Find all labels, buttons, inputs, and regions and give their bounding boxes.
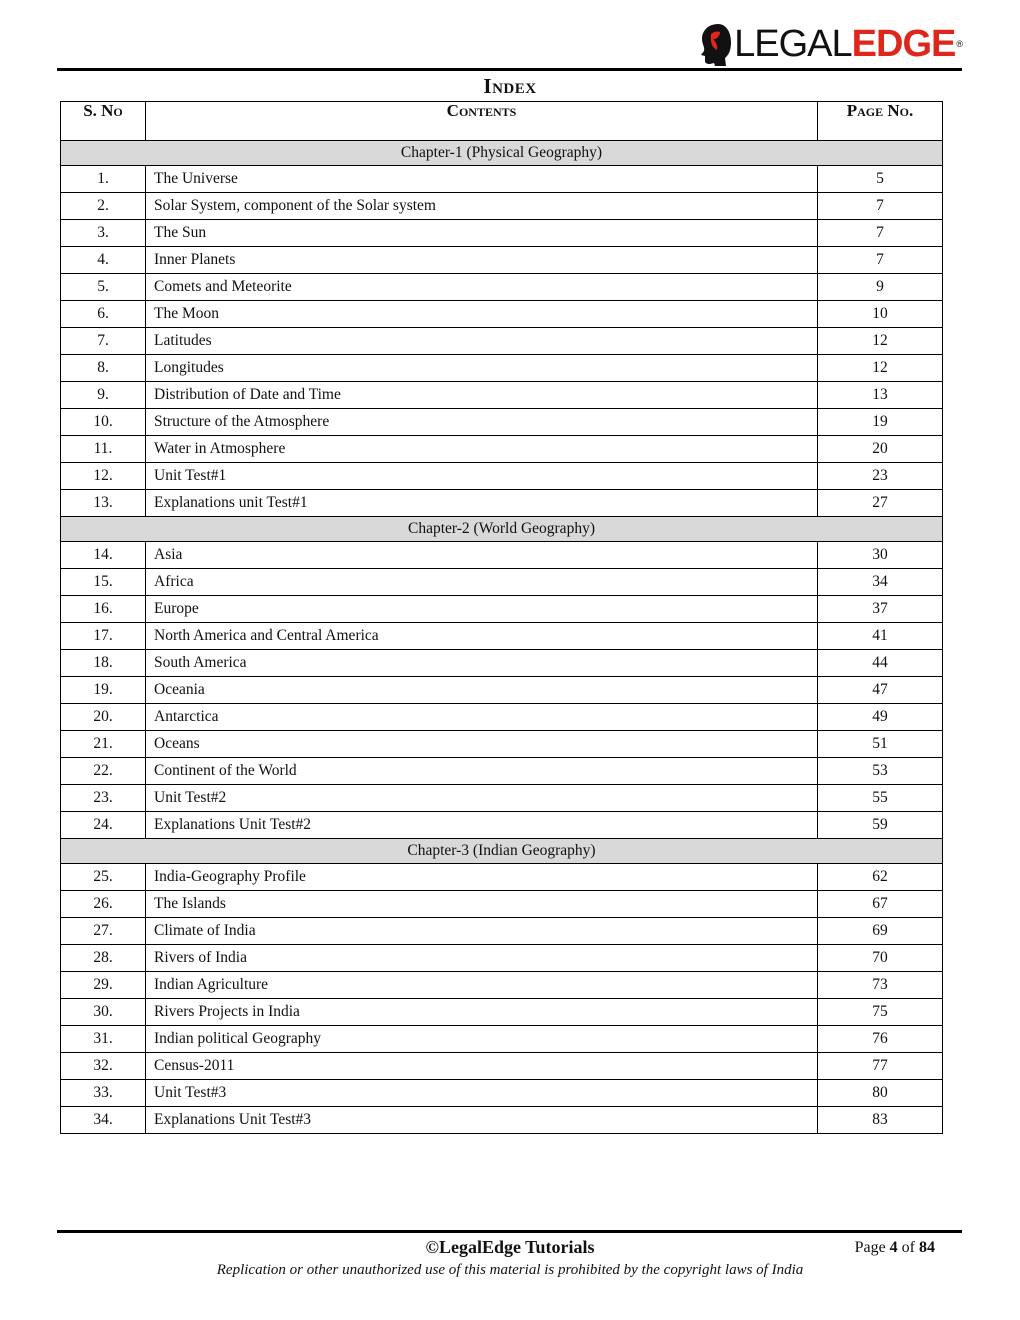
- content-title-cell: Explanations Unit Test#2: [146, 812, 818, 839]
- content-title-cell: Latitudes: [146, 328, 818, 355]
- table-row: [61, 758, 943, 785]
- content-title-cell: Continent of the World: [146, 758, 818, 785]
- page-number-cell: 75: [818, 999, 943, 1026]
- content-title-cell: Longitudes: [146, 355, 818, 382]
- sno-cell: 34.: [61, 1107, 146, 1134]
- content-title-cell: Indian political Geography: [146, 1026, 818, 1053]
- page-number-cell: 70: [818, 945, 943, 972]
- page-number-cell: 20: [818, 436, 943, 463]
- content-title-cell: Distribution of Date and Time: [146, 382, 818, 409]
- table-body: [61, 141, 943, 1134]
- sno-cell: 28.: [61, 945, 146, 972]
- table-row: [61, 1080, 943, 1107]
- content-title-cell: Unit Test#3: [146, 1080, 818, 1107]
- sno-cell: 29.: [61, 972, 146, 999]
- table-row: [61, 918, 943, 945]
- page-number-cell: 7: [818, 220, 943, 247]
- table-row: [61, 1107, 943, 1134]
- table-row: [61, 864, 943, 891]
- content-title-cell: The Sun: [146, 220, 818, 247]
- sno-cell: 30.: [61, 999, 146, 1026]
- page-number-cell: 73: [818, 972, 943, 999]
- column-header-page: Page No.: [818, 102, 943, 141]
- table-row: [61, 972, 943, 999]
- page-number-cell: 62: [818, 864, 943, 891]
- content-title-cell: Africa: [146, 569, 818, 596]
- sno-cell: 27.: [61, 918, 146, 945]
- sno-cell: 13.: [61, 490, 146, 517]
- sno-cell: 10.: [61, 409, 146, 436]
- page-number-cell: 13: [818, 382, 943, 409]
- table-row: [61, 409, 943, 436]
- table-row: [61, 247, 943, 274]
- content-title-cell: Asia: [146, 542, 818, 569]
- content-title-cell: Inner Planets: [146, 247, 818, 274]
- content-title-cell: Antarctica: [146, 704, 818, 731]
- chapter-title: Chapter-3 (Indian Geography): [61, 839, 943, 864]
- table-row: [61, 812, 943, 839]
- chapter-row: [61, 517, 943, 542]
- page-number: Page 4 of 84: [854, 1239, 935, 1256]
- sno-cell: 21.: [61, 731, 146, 758]
- sno-cell: 8.: [61, 355, 146, 382]
- table-row: [61, 220, 943, 247]
- page-total: 84: [919, 1239, 935, 1256]
- content-title-cell: Explanations unit Test#1: [146, 490, 818, 517]
- table-row: [61, 328, 943, 355]
- page-number-cell: 77: [818, 1053, 943, 1080]
- sno-cell: 3.: [61, 220, 146, 247]
- page-number-cell: 34: [818, 569, 943, 596]
- table-row: [61, 596, 943, 623]
- table-row: [61, 436, 943, 463]
- table-row: [61, 704, 943, 731]
- table-row: [61, 463, 943, 490]
- table-row: [61, 650, 943, 677]
- header-divider: [57, 68, 962, 71]
- content-title-cell: Climate of India: [146, 918, 818, 945]
- content-title-cell: Structure of the Atmosphere: [146, 409, 818, 436]
- table-row: [61, 382, 943, 409]
- content-title-cell: The Moon: [146, 301, 818, 328]
- chapter-title: Chapter-2 (World Geography): [61, 517, 943, 542]
- sno-cell: 12.: [61, 463, 146, 490]
- table-row: [61, 355, 943, 382]
- sno-cell: 24.: [61, 812, 146, 839]
- page-current: 4: [889, 1239, 898, 1256]
- table-row: [61, 677, 943, 704]
- content-title-cell: Europe: [146, 596, 818, 623]
- table-row: [61, 999, 943, 1026]
- sno-cell: 16.: [61, 596, 146, 623]
- column-header-contents: Contents: [146, 102, 818, 141]
- table-header-row: [61, 102, 943, 141]
- table-row: [61, 301, 943, 328]
- page-number-cell: 55: [818, 785, 943, 812]
- page-number-cell: 7: [818, 193, 943, 220]
- sno-cell: 20.: [61, 704, 146, 731]
- sno-cell: 22.: [61, 758, 146, 785]
- content-title-cell: The Islands: [146, 891, 818, 918]
- table-row: [61, 193, 943, 220]
- page-number-cell: 53: [818, 758, 943, 785]
- page-number-cell: 41: [818, 623, 943, 650]
- table-row: [61, 731, 943, 758]
- sno-cell: 33.: [61, 1080, 146, 1107]
- page-number-cell: 19: [818, 409, 943, 436]
- sno-cell: 25.: [61, 864, 146, 891]
- sno-cell: 4.: [61, 247, 146, 274]
- table-row: [61, 1053, 943, 1080]
- chapter-row: [61, 141, 943, 166]
- content-title-cell: Unit Test#1: [146, 463, 818, 490]
- page-number-cell: 76: [818, 1026, 943, 1053]
- page-number-cell: 7: [818, 247, 943, 274]
- chapter-title: Chapter-1 (Physical Geography): [61, 141, 943, 166]
- page-number-cell: 80: [818, 1080, 943, 1107]
- page-number-cell: 69: [818, 918, 943, 945]
- table-row: [61, 542, 943, 569]
- sno-cell: 26.: [61, 891, 146, 918]
- sno-cell: 17.: [61, 623, 146, 650]
- content-title-cell: Explanations Unit Test#3: [146, 1107, 818, 1134]
- content-title-cell: Solar System, component of the Solar system: [146, 193, 818, 220]
- table-row: [61, 623, 943, 650]
- table-row: [61, 166, 943, 193]
- table-row: [61, 274, 943, 301]
- sno-cell: 15.: [61, 569, 146, 596]
- page-number-cell: 12: [818, 355, 943, 382]
- copyright-notice: Replication or other unauthorized use of this material is prohibited by the copyright laws of India: [216, 1262, 804, 1278]
- footer-copyright: ©LegalEdge Tutorials: [425, 1237, 595, 1257]
- page-number-cell: 27: [818, 490, 943, 517]
- page-number-cell: 49: [818, 704, 943, 731]
- sno-cell: 14.: [61, 542, 146, 569]
- page-number-cell: 23: [818, 463, 943, 490]
- table-row: [61, 569, 943, 596]
- table-row: [61, 891, 943, 918]
- sno-cell: 18.: [61, 650, 146, 677]
- brand-wordmark: LEGALEDGE®: [734, 23, 962, 65]
- sno-cell: 19.: [61, 677, 146, 704]
- contents-table: [60, 101, 943, 1134]
- footer-divider: [57, 1230, 962, 1233]
- content-title-cell: South America: [146, 650, 818, 677]
- content-title-cell: India-Geography Profile: [146, 864, 818, 891]
- table-row: [61, 1026, 943, 1053]
- page-number-cell: 44: [818, 650, 943, 677]
- content-title-cell: The Universe: [146, 166, 818, 193]
- sno-cell: 1.: [61, 166, 146, 193]
- brand-logo: [698, 22, 962, 66]
- sno-cell: 5.: [61, 274, 146, 301]
- sno-cell: 7.: [61, 328, 146, 355]
- content-title-cell: Comets and Meteorite: [146, 274, 818, 301]
- content-title-cell: Oceans: [146, 731, 818, 758]
- page-number-cell: 12: [818, 328, 943, 355]
- page-title: Index: [483, 74, 537, 98]
- page-number-cell: 9: [818, 274, 943, 301]
- content-title-cell: Water in Atmosphere: [146, 436, 818, 463]
- table-row: [61, 490, 943, 517]
- sno-cell: 32.: [61, 1053, 146, 1080]
- sno-cell: 9.: [61, 382, 146, 409]
- page-number-cell: 83: [818, 1107, 943, 1134]
- content-title-cell: Indian Agriculture: [146, 972, 818, 999]
- content-title-cell: Oceania: [146, 677, 818, 704]
- column-header-sno: S. No: [61, 102, 146, 141]
- page-number-cell: 51: [818, 731, 943, 758]
- page-number-cell: 67: [818, 891, 943, 918]
- content-title-cell: North America and Central America: [146, 623, 818, 650]
- page-number-cell: 30: [818, 542, 943, 569]
- sno-cell: 6.: [61, 301, 146, 328]
- sno-cell: 2.: [61, 193, 146, 220]
- content-title-cell: Rivers Projects in India: [146, 999, 818, 1026]
- chapter-row: [61, 839, 943, 864]
- content-title-cell: Unit Test#2: [146, 785, 818, 812]
- legaledge-head-icon: [698, 22, 732, 66]
- sno-cell: 11.: [61, 436, 146, 463]
- page-number-cell: 5: [818, 166, 943, 193]
- page-number-cell: 59: [818, 812, 943, 839]
- page-number-cell: 47: [818, 677, 943, 704]
- table-row: [61, 945, 943, 972]
- page-number-cell: 37: [818, 596, 943, 623]
- page-number-cell: 10: [818, 301, 943, 328]
- table-row: [61, 785, 943, 812]
- content-title-cell: Census-2011: [146, 1053, 818, 1080]
- sno-cell: 23.: [61, 785, 146, 812]
- sno-cell: 31.: [61, 1026, 146, 1053]
- content-title-cell: Rivers of India: [146, 945, 818, 972]
